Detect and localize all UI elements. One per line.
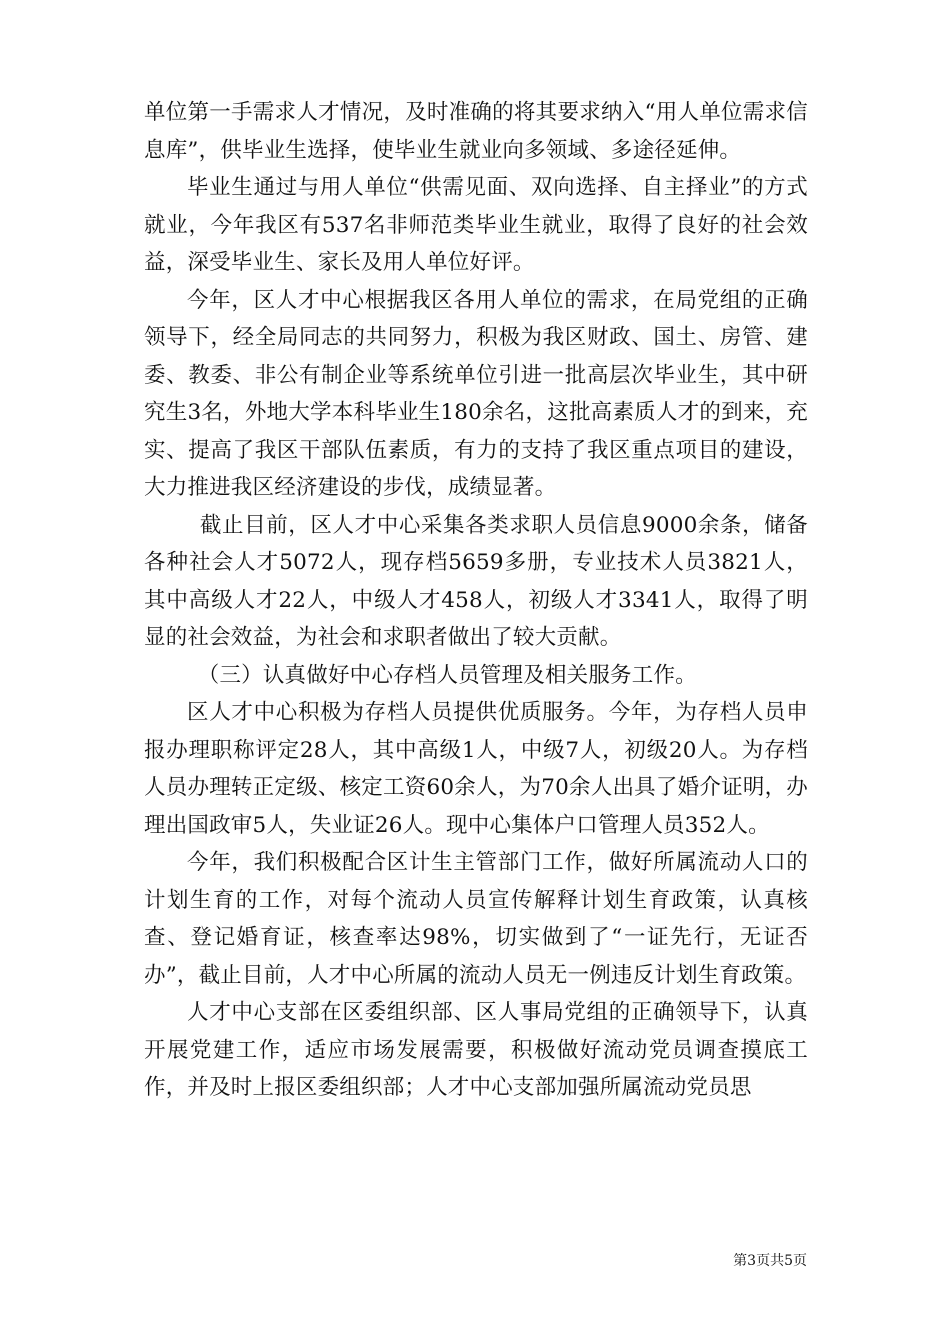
paragraph-graduate-employment: 毕业生通过与用人单位“供需见面、双向选择、自主择业”的方式就业，今年我区有537名非师范类毕业生就业，取得了良好的社会效益，深受毕业生、家长及用人单位好评。 (144, 175, 808, 275)
paragraph-party-building: 人才中心支部在区委组织部、区人事局党组的正确领导下，认真开展党建工作，适应市场发展需要，积极做好流动党员调查摸底工作，并及时上报区委组织部；人才中心支部加强所属流动党员思 (144, 1000, 808, 1100)
paragraph-continuation: 单位第一手需求人才情况，及时准确的将其要求纳入“用人单位需求信息库”，供毕业生选择，使毕业生就业向多领域、多途径延伸。 (144, 100, 808, 163)
section-heading-archive-management: （三）认真做好中心存档人员管理及相关服务工作。 (197, 662, 697, 688)
paragraph-talent-statistics: 截止目前，区人才中心采集各类求职人员信息9000余条，储备各种社会人才5072人，现存档5659多册，专业技术人员3821人，其中高级人才22人，中级人才458人，初级人才3341人，取得了明显的社会效益，为社会和求职者做出了较大贡献。 (144, 512, 808, 650)
page-number-footer: 第3页共5页 (733, 1253, 807, 1269)
paragraph-family-planning: 今年，我们积极配合区计生主管部门工作，做好所属流动人口的计划生育的工作，对每个流动人员宣传解释计划生育政策，认真核查、登记婚育证，核查率达98%，切实做到了“一证先行，无证否办”，截止目前，人才中心所属的流动人员无一例违反计划生育政策。 (144, 850, 808, 988)
paragraph-talent-introduction: 今年，区人才中心根据我区各用人单位的需求，在局党组的正确领导下，经全局同志的共同努力，积极为我区财政、国土、房管、建委、教委、非公有制企业等系统单位引进一批高层次毕业生，其中研究生3名，外地大学本科毕业生180余名，这批高素质人才的到来，充实、提高了我区干部队伍素质，有力的支持了我区重点项目的建设，大力推进我区经济建设的步伐，成绩显著。 (144, 287, 808, 500)
document-body (144, 94, 808, 1107)
paragraph-archive-services: 区人才中心积极为存档人员提供优质服务。今年，为存档人员申报办理职称评定28人，其中高级1人，中级7人，初级20人。为存档人员办理转正定级、核定工资60余人，为70余人出具了婚介证明，办理出国政审5人，失业证26人。现中心集体户口管理人员352人。 (144, 700, 808, 838)
